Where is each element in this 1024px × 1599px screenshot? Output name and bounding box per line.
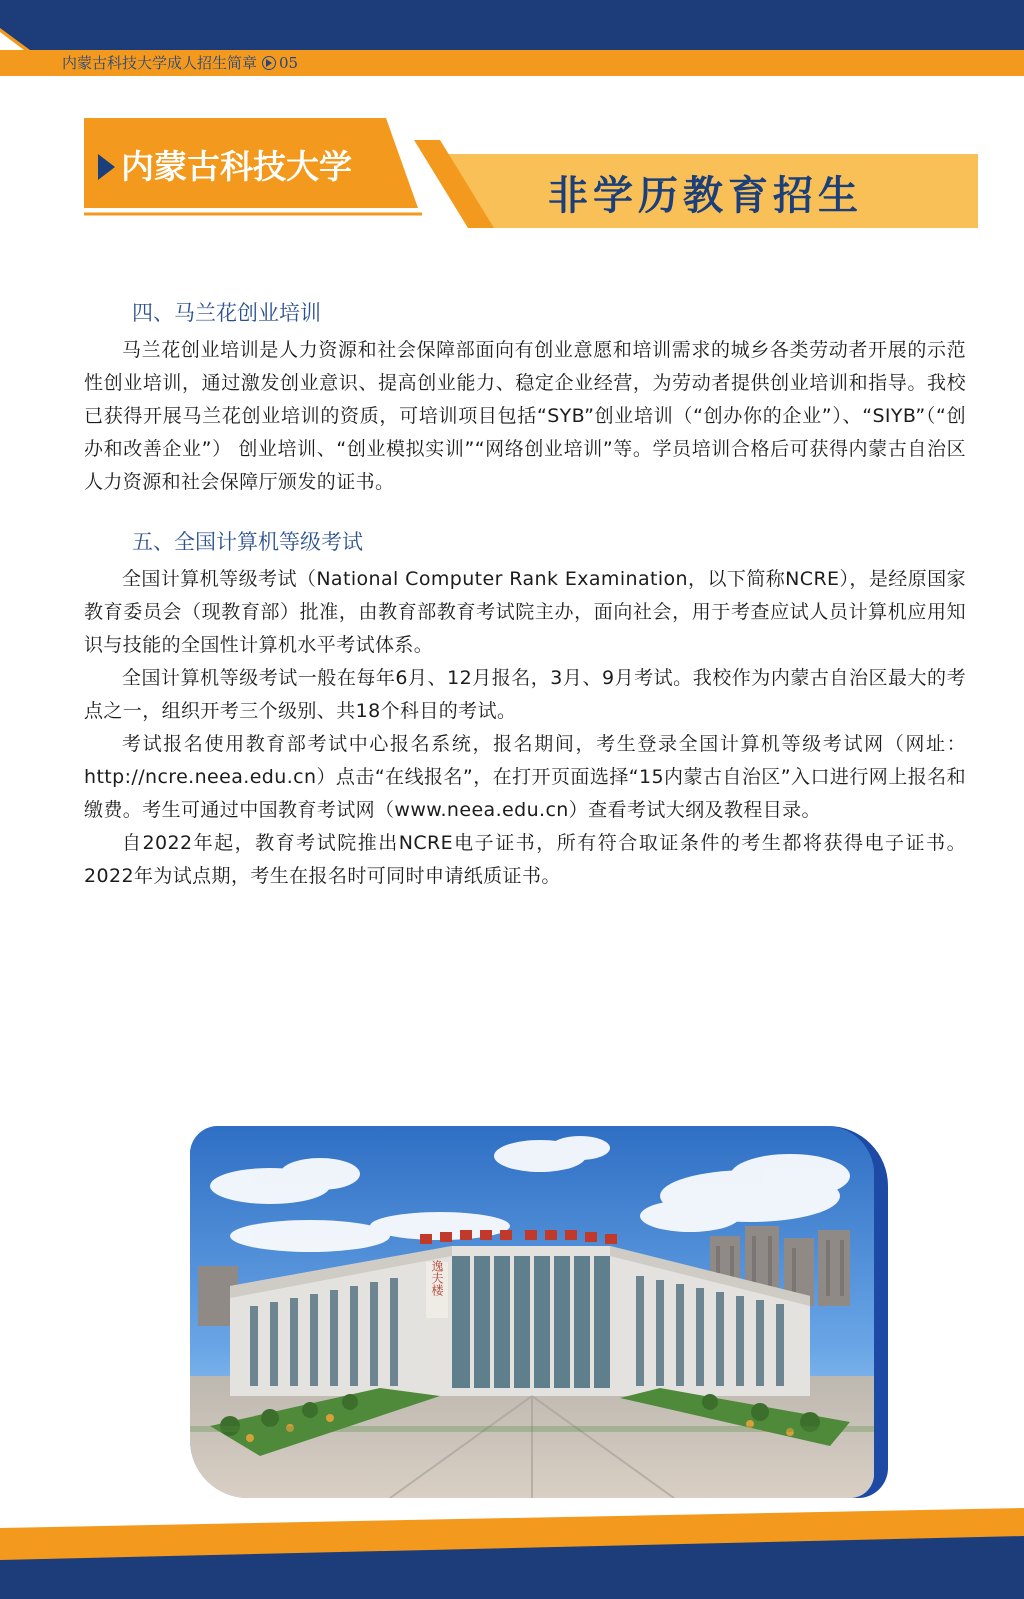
- paragraph: 自2022年起，教育考试院推出NCRE电子证书，所有符合取证条件的考生都将获得电子证书。2022年为试点期，考生在报名时可同时申请纸质证书。: [84, 832, 966, 887]
- campus-photo-frame: [190, 1126, 890, 1500]
- title-banner: [0, 110, 1024, 240]
- main-content: [84, 298, 966, 893]
- campus-building-photo: [190, 1126, 874, 1498]
- section-title-entrepreneurship: 四、马兰花创业培训: [132, 301, 321, 325]
- paragraph: 全国计算机等级考试（National Computer Rank Examination，以下简称NCRE），是经原国家教育委员会（现教育部）批准，由教育部教育考试院主办，面向社会，用于考查应试人员计算机应用知识与技能的全国性计算机水平考试体系。: [84, 568, 966, 656]
- section-title-ncre: 五、全国计算机等级考试: [132, 530, 363, 554]
- running-title: 内蒙古科技大学成人招生简章: [62, 54, 258, 72]
- building-sign: 逸夫楼: [430, 1260, 444, 1296]
- bottom-decorative-band: [0, 1508, 1024, 1599]
- banner-right-title: 非学历教育招生: [548, 172, 863, 219]
- page-number: 05: [279, 54, 299, 72]
- paragraph: 全国计算机等级考试一般在每年6月、12月报名，3月、9月考试。我校作为内蒙古自治区最大的考点之一，组织开考三个级别、共18个科目的考试。: [84, 667, 966, 722]
- paragraph: 考试报名使用教育部考试中心报名系统，报名期间，考生登录全国计算机等级考试网（网址：http://ncre.neea.edu.cn）点击“在线报名”，在打开页面选择“15内蒙古自治区”入口进行网上报名和缴费。考生可通过中国教育考试网（www.neea.edu.cn）查看考试大纲及教程目录。: [84, 733, 966, 821]
- play-arrow-icon: [98, 154, 115, 180]
- banner-left-title: [98, 144, 352, 190]
- running-header: [62, 52, 298, 74]
- paragraph: 马兰花创业培训是人力资源和社会保障部面向有创业意愿和培训需求的城乡各类劳动者开展的示范性创业培训，通过激发创业意识、提高创业能力、稳定企业经营，为劳动者提供创业培训和指导。我校已获得开展马兰花创业培训的资质，可培训项目包括“SYB”创业培训（“创办你的企业”）、“SIYB”（“创办和改善企业”） 创业培训、“创业模拟实训”“网络创业培训”等。学员培训合格后可获得内蒙古自治区人力资源和社会保障厅颁发的证书。: [84, 339, 966, 493]
- page-arrow-icon: [262, 56, 276, 70]
- banner-left-title-text: 内蒙古科技大学: [121, 147, 352, 186]
